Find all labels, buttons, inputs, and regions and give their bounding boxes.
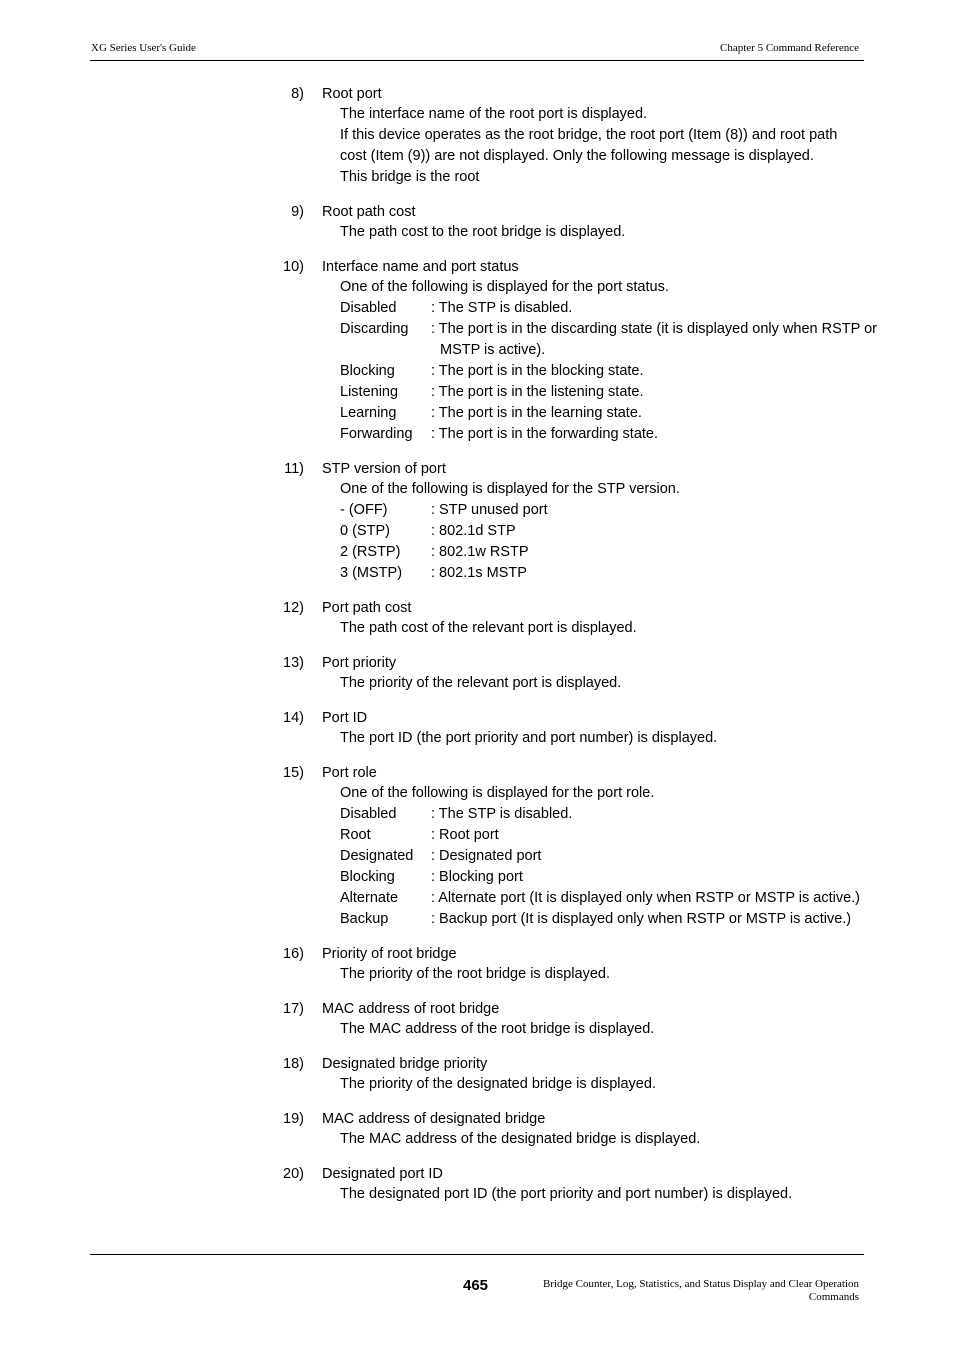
item-number: 17) [283,1001,304,1017]
header-guide-title: XG Series User's Guide [91,42,196,54]
definition-term: Root [340,827,371,843]
definition-row [340,403,954,424]
definition-description: : Backup port (It is displayed only when RSTP or MSTP is active.) [431,911,852,927]
definition-description: : Root port [431,827,499,843]
item-description-line: The MAC address of the designated bridge is displayed. [340,1131,701,1147]
item-title: Interface name and port status [322,259,519,275]
item-description-line: The path cost to the root bridge is displayed. [340,224,626,240]
definition-row [340,382,954,403]
list-item [0,999,954,1040]
item-description-line: The interface name of the root port is displayed. [340,106,648,122]
item-title: Port ID [322,710,368,726]
footer-section-line: Commands [808,1291,859,1303]
definition-term: Disabled [340,806,397,822]
list-item [0,459,954,584]
item-title: MAC address of designated bridge [322,1111,546,1127]
item-number: 9) [291,204,304,220]
page-number: 465 [463,1277,489,1294]
definition-description: : The port is in the listening state. [431,384,644,400]
definition-description: : The port is in the forwarding state. [431,426,659,442]
item-title: Priority of root bridge [322,946,457,962]
definition-term: 0 (STP) [340,523,390,539]
definition-description: : 802.1d STP [431,523,516,539]
item-title: Root port [322,86,382,102]
definition-term: Blocking [340,363,395,379]
list-item [0,1054,954,1095]
definition-row [340,563,954,584]
item-title: Designated port ID [322,1166,443,1182]
item-description-line: One of the following is displayed for the port status. [340,279,669,295]
item-description-line: The path cost of the relevant port is displayed. [340,620,637,636]
item-number: 12) [283,600,304,616]
list-item [0,1164,954,1205]
definition-row [340,319,954,361]
definition-term: Disabled [340,300,397,316]
list-item [0,598,954,639]
definition-term: Designated [340,848,414,864]
definition-term: Learning [340,405,397,421]
item-number: 16) [283,946,304,962]
item-number: 15) [283,765,304,781]
definition-term: Alternate [340,890,399,906]
definition-description: : Alternate port (It is displayed only when RSTP or MSTP is active.) [431,890,861,906]
definition-term: Discarding [340,321,409,337]
definition-row [340,500,954,521]
item-number: 19) [283,1111,304,1127]
item-title: Port role [322,765,377,781]
item-description-line: This bridge is the root [340,169,480,185]
item-title: MAC address of root bridge [322,1001,500,1017]
definition-term: Listening [340,384,399,400]
definition-term: 2 (RSTP) [340,544,401,560]
definition-row [340,909,954,930]
item-description-line: The priority of the designated bridge is displayed. [340,1076,656,1092]
list-item [0,202,954,243]
definition-description: : The port is in the discarding state (it is displayed only when RSTP or MSTP is active). [431,321,877,358]
footer-section-title [543,1278,859,1304]
header-divider [90,60,864,61]
item-number: 18) [283,1056,304,1072]
definition-description: : The port is in the blocking state. [431,363,644,379]
list-item [0,763,954,930]
definition-description: : The port is in the learning state. [431,405,642,421]
list-item [0,1109,954,1150]
item-description-line: The priority of the relevant port is displayed. [340,675,622,691]
definition-description: : 802.1w RSTP [431,544,529,560]
item-title: Port priority [322,655,397,671]
item-description-line: One of the following is displayed for the STP version. [340,481,680,497]
item-description-line: The port ID (the port priority and port number) is displayed. [340,730,718,746]
item-number: 14) [283,710,304,726]
item-title: Designated bridge priority [322,1056,488,1072]
list-item [0,257,954,445]
definition-row [340,521,954,542]
definition-row [340,542,954,563]
definition-row [340,888,954,909]
item-description-line: One of the following is displayed for the port role. [340,785,655,801]
definition-row [340,424,954,445]
footer-divider [90,1254,864,1255]
definition-row [340,825,954,846]
definition-term: Blocking [340,869,395,885]
definition-description: : 802.1s MSTP [431,565,527,581]
header-chapter-title: Chapter 5 Command Reference [720,42,859,54]
item-title: Port path cost [322,600,412,616]
definition-row [340,804,954,825]
definition-description: : The STP is disabled. [431,806,573,822]
definition-term: 3 (MSTP) [340,565,403,581]
item-description-line: If this device operates as the root bridge, the root port (Item (8)) and root path [340,127,838,143]
list-item [0,708,954,749]
definition-row [340,298,954,319]
item-number: 13) [283,655,304,671]
item-description-line: The priority of the root bridge is displayed. [340,966,610,982]
definition-row [340,867,954,888]
item-title: STP version of port [322,461,446,477]
definition-row [340,361,954,382]
definition-row [340,846,954,867]
definition-description: : Blocking port [431,869,523,885]
item-number: 11) [284,461,304,477]
definition-term: - (OFF) [340,502,388,518]
definition-description: : STP unused port [431,502,548,518]
list-item [0,944,954,985]
definition-description: : The STP is disabled. [431,300,573,316]
item-list [0,84,954,1219]
item-description-line: The MAC address of the root bridge is displayed. [340,1021,655,1037]
definition-term: Backup [340,911,389,927]
item-number: 8) [291,86,304,102]
list-item [0,84,954,188]
definition-term: Forwarding [340,426,413,442]
item-description-line: The designated port ID (the port priority and port number) is displayed. [340,1186,793,1202]
definition-description: : Designated port [431,848,542,864]
item-title: Root path cost [322,204,416,220]
footer-section-line: Bridge Counter, Log, Statistics, and Status Display and Clear Operation [542,1278,859,1290]
list-item [0,653,954,694]
item-number: 10) [283,259,304,275]
item-number: 20) [283,1166,304,1182]
item-description-line: cost (Item (9)) are not displayed. Only the following message is displayed. [340,148,814,164]
